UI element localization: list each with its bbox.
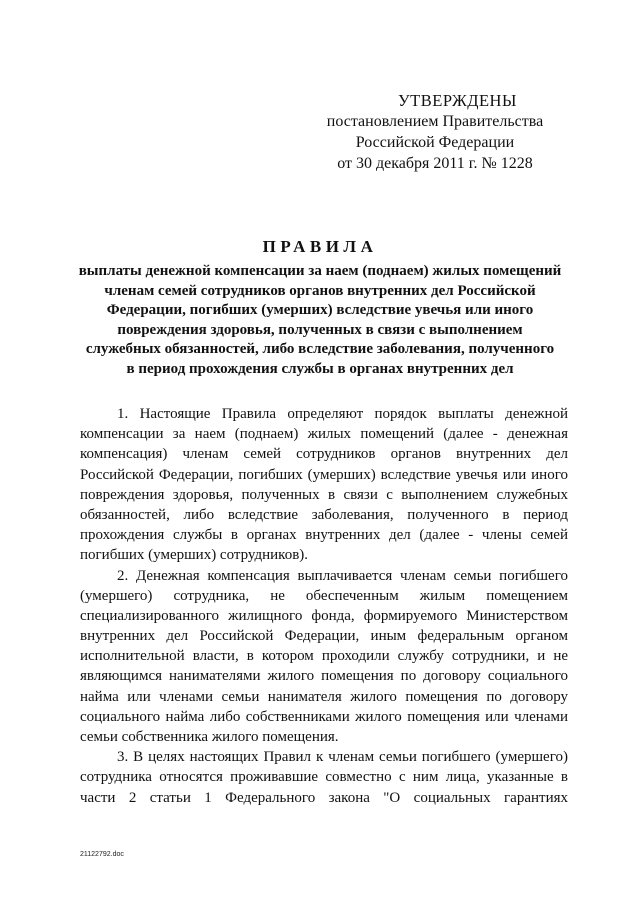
approval-heading: УТВЕРЖДЕНЫ [398,91,517,110]
paragraph-2-line: исполнительной власти, в котором проходили службу сотрудники, и не [80,648,568,665]
file-reference: 21122792.doc [80,851,124,858]
paragraph-2-line: специализированного жилищного фонда, формируемого Министерством [80,607,568,624]
paragraph-3-line: сотрудника относятся проживавшие совместно с ним лица, указанные в [80,769,568,786]
subtitle-line: повреждения здоровья, полученных в связи с выполнением [117,321,523,338]
paragraph-1-line: повреждения здоровья, полученных в связи с выполнением служебных [80,486,568,503]
paragraph-1-line: прохождения службы в органах внутренних дел (далее - члены семей [80,527,568,544]
approval-block [300,90,600,174]
subtitle-line: членам семей сотрудников органов внутренних дел Российской [104,282,536,299]
approval-line: от 30 декабря 2011 г. № 1228 [337,155,533,172]
paragraph-1-line: компенсация) членам семей сотрудников органов внутренних дел [80,446,568,463]
paragraph-2-line: найма или членами семьи нанимателя жилого помещения по договору [80,688,568,705]
paragraph-1-line: погибших (умерших) сотрудников). [80,547,309,564]
approval-line: Российской Федерации [355,134,515,151]
paragraph-1-line: 1. Настоящие Правила определяют порядок выплаты денежной [117,406,568,422]
paragraph-1-line: Российской Федерации, погибших (умерших) вследствие увечья или иного [80,466,568,483]
document-body [80,404,568,808]
document-subtitle [60,262,580,379]
document-title: ПРАВИЛА [262,237,378,256]
paragraph-1-line: обязанностей, либо вследствие заболевания, полученного в период [80,506,568,523]
subtitle-line: выплаты денежной компенсации за наем (поднаем) жилых помещений [78,263,562,279]
paragraph-3-line: 3. В целях настоящих Правил к членам семьи погибшего (умершего) [117,749,568,766]
paragraph-3-line: части 2 статьи 1 Федерального закона "О социальных гарантиях [80,789,568,806]
paragraph-2-line: 2. Денежная компенсация выплачивается членам семьи погибшего [117,567,568,584]
paragraph-2-line: являющимся нанимателями жилого помещения по договору социального [80,668,568,685]
approval-line: постановлением Правительства [326,113,544,130]
paragraph-2-line: социального найма либо собственниками жилого помещения или членами [80,708,568,725]
paragraph-2-line: внутренних дел Российской Федерации, иным федеральным органом [80,628,568,645]
subtitle-line: служебных обязанностей, либо вследствие заболевания, полученного [85,341,555,357]
paragraph-1-line: компенсации за наем (поднаем) жилых помещений (далее - денежная [80,426,568,443]
subtitle-line: Федерации, погибших (умерших) вследствие увечья или иного [106,302,534,318]
paragraph-2-line: (умершего) сотрудника, не обеспеченным жилым помещением [80,587,568,604]
paragraph-2-line: семьи собственника жилого помещения. [80,729,339,745]
subtitle-line: в период прохождения службы в органах внутренних дел [126,360,514,377]
